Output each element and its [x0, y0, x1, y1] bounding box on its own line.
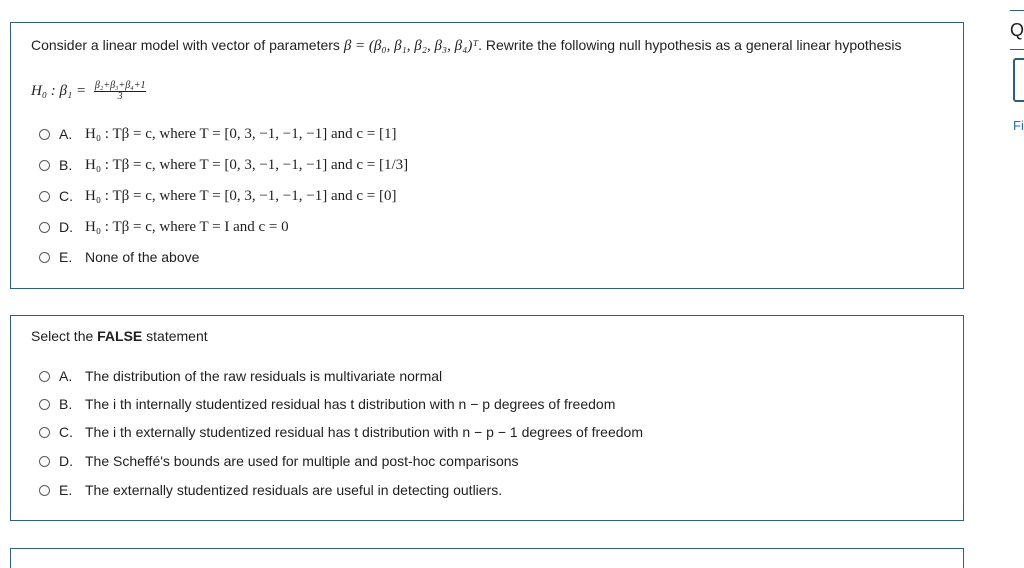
q2-radio-c[interactable]	[39, 427, 50, 438]
question-3-card	[10, 548, 964, 568]
q1-radio-e[interactable]	[39, 252, 50, 263]
q1-option-e[interactable]: E. None of the above	[39, 247, 199, 267]
q1-option-b[interactable]: B. H₀ : Tβ = c, where T = [0, 3, −1, −1, −1] and c = [1/3]	[39, 155, 408, 175]
q1-radio-b[interactable]	[39, 160, 50, 171]
question-1-prompt: Consider a linear model with vector of parameters β = (β₀, β₁, β₂, β₃, β₄)ᵀ. Rewrite the following null hypothesis as a general linear hypothesis	[31, 37, 902, 54]
parameter-vector: β = (β₀, β₁, β₂, β₃, β₄)ᵀ	[343, 38, 479, 54]
q2-option-e[interactable]: E. The externally studentized residuals are useful in detecting outliers.	[39, 480, 502, 500]
side-panel-input[interactable]	[1013, 58, 1024, 102]
q1-option-a[interactable]: A. H₀ : Tβ = c, where T = [0, 3, −1, −1, −1] and c = [1]	[39, 124, 396, 144]
side-panel-header: Q	[1010, 10, 1024, 50]
q1-radio-a[interactable]	[39, 129, 50, 140]
question-2-card	[10, 315, 964, 521]
q2-option-a[interactable]: A. The distribution of the raw residuals is multivariate normal	[39, 366, 442, 386]
question-2-prompt: Select the FALSE statement	[31, 328, 208, 344]
q2-radio-b[interactable]	[39, 399, 50, 410]
q1-radio-c[interactable]	[39, 191, 50, 202]
hypothesis-fraction: $\frac{\text{β₂+β₃+β₄+1}}{3}$	[94, 79, 146, 102]
side-panel-link[interactable]: Fi	[1013, 118, 1024, 133]
q2-option-d[interactable]: D. The Scheffé's bounds are used for multiple and post-hoc comparisons	[39, 451, 519, 471]
q1-radio-d[interactable]	[39, 222, 50, 233]
q2-radio-e[interactable]	[39, 485, 50, 496]
q2-radio-d[interactable]	[39, 456, 50, 467]
q2-option-b[interactable]: B. The i th internally studentized residual has t distribution with n − p degrees of freedom	[39, 394, 615, 414]
q1-option-d[interactable]: D. H₀ : Tβ = c, where T = I and c = 0	[39, 217, 289, 237]
null-hypothesis: H₀ : β₁ = $\frac{\text{β₂+β₃+β₄+1}}{3}$	[31, 79, 146, 102]
q1-option-c[interactable]: C. H₀ : Tβ = c, where T = [0, 3, −1, −1, −1] and c = [0]	[39, 186, 396, 206]
question-1-card	[10, 22, 964, 289]
q2-option-c[interactable]: C. The i th externally studentized residual has t distribution with n − p − 1 degrees of freedom	[39, 422, 643, 442]
q2-radio-a[interactable]	[39, 371, 50, 382]
